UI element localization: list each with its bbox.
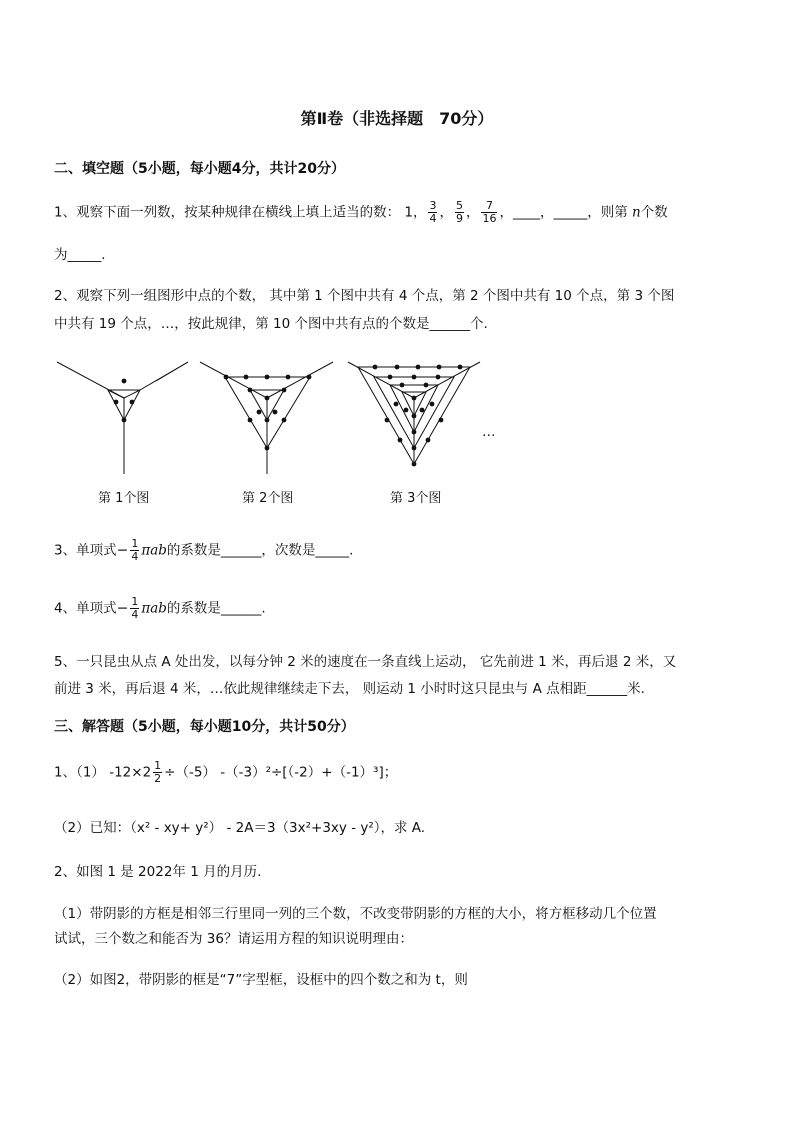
question-2-line2: 中共有 19 个点，…，按此规律，第 10 个图中共有点的个数是______个. — [54, 316, 488, 332]
q4-fraction — [130, 596, 139, 621]
q4-suffix: 的系数是______. — [166, 600, 266, 617]
q3-term: πab — [141, 542, 167, 559]
q1-fraction-3 — [481, 200, 497, 225]
q3-prefix: 3、单项式 — [54, 542, 117, 559]
answer-2-line1: 2、如图 1 是 2022年 1 月的月历. — [54, 864, 262, 880]
q4-prefix: 4、单项式 — [54, 600, 117, 617]
q3-minus-sign: − — [116, 542, 129, 559]
q1-fraction-1 — [428, 200, 437, 225]
answer-1-part1 — [54, 760, 397, 785]
q1-variable-n: n — [632, 204, 641, 221]
dot-pattern-figures — [40, 352, 520, 487]
q1-fraction-2-num: 5 — [455, 199, 463, 212]
q3-fraction-den: 4 — [131, 550, 139, 563]
q1-tail: 个数 — [640, 204, 668, 221]
q3-fraction — [130, 538, 139, 563]
a1-mixed-num: 1 — [154, 759, 162, 772]
answer-2-line4: （2）如图2，带阴影的框是“7”字型框，设框中的四个数之和为 t，则 — [54, 972, 468, 988]
a1-part1-prefix: 1、（1） -12×2 — [54, 764, 152, 781]
q1-first-term: 1 — [404, 204, 413, 221]
q1-fraction-3-num: 7 — [481, 200, 497, 213]
page-title: 第Ⅱ卷（非选择题 70分） — [300, 109, 494, 128]
figure-3-caption: 第 3个图 — [390, 491, 442, 506]
question-1-line2: 为_____. — [54, 247, 106, 263]
question-5-line1: 5、一只昆虫从点 A 处出发，以每分钟 2 米的速度在一条直线上运动， 它先前进 1 米，再后退 2 米，又 — [54, 654, 677, 670]
question-3 — [54, 538, 353, 563]
q4-fraction-den: 4 — [131, 608, 139, 621]
q1-fraction-1-num: 3 — [429, 199, 437, 212]
question-1: 1、观察下面一列数，按某种规律在横线上填上适当的数： 1， $\frac{3}{4}$ ， $\frac{5}{9}$ ， $\frac{7}{16}$ ，____，_____，则第 n个数 — [54, 199, 668, 225]
section-answer-heading: 三、解答题（5小题，每小题10分，共计50分） — [54, 719, 355, 735]
question-4 — [54, 596, 266, 621]
q1-fraction-3-den: 16 — [482, 212, 497, 225]
figure-1-caption: 第 1个图 — [98, 491, 150, 506]
a1-mixed-fraction — [153, 760, 162, 785]
q1-prefix: 1、观察下面一列数，按某种规律在横线上填上适当的数： — [54, 204, 401, 221]
figure-2-caption: 第 2个图 — [242, 491, 294, 506]
q1-fraction-1-den: 4 — [429, 212, 437, 225]
q4-fraction-num: 1 — [131, 595, 139, 608]
section-fill-in-heading: 二、填空题（5小题，每小题4分，共计20分） — [54, 161, 345, 177]
q4-term: πab — [141, 600, 167, 617]
question-2-line1: 2、观察下列一组图形中点的个数， 其中第 1 个图中共有 4 个点，第 2 个图中共有 10 个点，第 3 个图 — [54, 288, 675, 304]
answer-2-line2: （1）带阴影的方框是相邻三行里同一列的三个数，不改变带阴影的方框的大小，将方框移动几个位置 — [54, 906, 657, 922]
a1-part1-suffix: ÷（-5） -（-3）²÷[（-2）+（-1）³]； — [164, 764, 398, 781]
q3-fraction-num: 1 — [131, 537, 139, 550]
answer-2-line3: 试试，三个数之和能否为 36？请运用方程的知识说明理由： — [54, 931, 413, 947]
answer-1-part2: （2）已知：（x² - xy+ y²） - 2A＝3（3x²+3xy - y²），求 A. — [54, 820, 426, 836]
q1-blanks: ，____，_____，则第 — [499, 204, 628, 221]
a1-mixed-den: 2 — [154, 772, 162, 785]
figure-1 — [57, 362, 188, 474]
q3-suffix: 的系数是______，次数是_____. — [166, 542, 354, 559]
q1-fraction-2 — [455, 200, 464, 225]
question-5-line2: 前进 3 米，再后退 4 米，…依此规律继续走下去， 则运动 1 小时时这只昆虫与 A 点相距______米. — [54, 681, 645, 697]
q1-fraction-2-den: 9 — [455, 212, 463, 225]
q4-minus-sign: − — [116, 600, 129, 617]
figure-ellipsis: … — [482, 424, 496, 440]
